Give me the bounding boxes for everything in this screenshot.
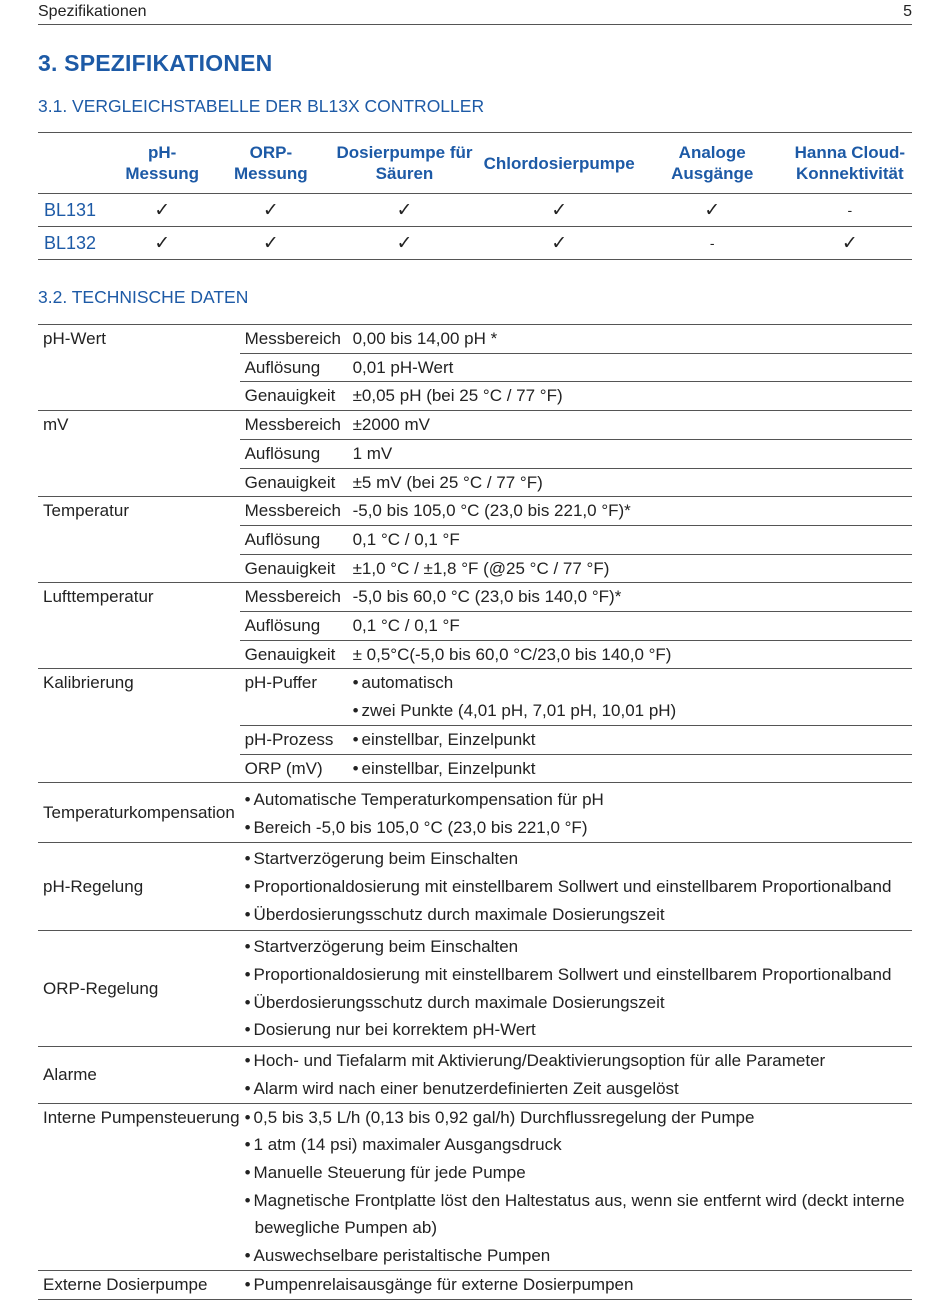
spec-value: ±5 mV (bei 25 °C / 77 °F) <box>348 468 912 497</box>
param-label: pH-Wert <box>43 329 106 348</box>
comparison-title: 3.1. VERGLEICHSTABELLE DER BL13X CONTROLLER <box>38 96 485 116</box>
table-row <box>38 669 912 725</box>
spec-value: ±0,05 pH (bei 25 °C / 77 °F) <box>348 382 912 411</box>
check-cell: ✓ <box>704 199 721 221</box>
column-header: Analoge Ausgänge <box>671 143 754 183</box>
table-row <box>38 1270 912 1299</box>
bullet-item: • Manuelle Steuerung für jede Pumpe <box>245 1159 912 1187</box>
sub-label: Genauigkeit <box>240 382 348 411</box>
check-cell: ✓ <box>396 199 413 221</box>
bullet-item: • Alarm wird nach einer benutzerdefinierten Zeit ausgelöst <box>245 1075 912 1103</box>
sub-label: Genauigkeit <box>240 554 348 583</box>
bullet-item: • Startverzögerung beim Einschalten <box>245 845 912 873</box>
spec-value <box>348 725 912 754</box>
column-header: Hanna Cloud-Konnektivität <box>794 143 906 183</box>
spec-value: -5,0 bis 60,0 °C (23,0 bis 140,0 °F)* <box>352 587 622 607</box>
spec-value <box>348 669 912 725</box>
table-row <box>38 497 912 526</box>
bullet-item: • Hoch- und Tiefalarm mit Aktivierung/Deaktivierungsoption für alle Parameter <box>245 1047 912 1075</box>
bullet-item: • Startverzögerung beim Einschalten <box>245 933 912 961</box>
bullet-list <box>240 1047 912 1103</box>
bullet-item: • Magnetische Frontplatte löst den Haltestatus aus, wenn sie entfernt wird (deckt interne bewegliche Pumpen ab) <box>245 1187 912 1242</box>
comparison-header-row <box>38 133 912 194</box>
bullet-item: • zwei Punkte (4,01 pH, 7,01 pH, 10,01 pH) <box>353 697 912 725</box>
header-empty <box>38 133 110 194</box>
sub-label: Messbereich <box>244 415 341 435</box>
bullet-item: • einstellbar, Einzelpunkt <box>353 726 912 754</box>
check-cell: ✓ <box>841 232 858 254</box>
table-row <box>38 325 912 354</box>
bullet-item: • Pumpenrelaisausgänge für externe Dosierpumpen <box>245 1271 912 1299</box>
bullet-item: • Proportionaldosierung mit einstellbarem Sollwert und einstellbarem Proportionalband <box>245 961 912 989</box>
bullet-item: • Überdosierungsschutz durch maximale Dosierungszeit <box>245 989 912 1017</box>
bullet-item: • einstellbar, Einzelpunkt <box>353 755 912 783</box>
column-header: ORP-Messung <box>234 143 308 183</box>
check-cell: ✓ <box>154 232 171 254</box>
spec-value: 0,1 °C / 0,1 °F <box>348 612 912 641</box>
spec-value: 0,1 °C / 0,1 °F <box>348 525 912 554</box>
check-cell: ✓ <box>154 199 171 221</box>
page-header <box>38 0 912 25</box>
check-cell: ✓ <box>262 199 279 221</box>
param-label: Temperatur <box>43 501 129 521</box>
param-label: pH-Regelung <box>43 876 144 896</box>
check-cell: ✓ <box>396 232 413 254</box>
sub-label: Messbereich <box>244 587 341 607</box>
param-label: Lufttemperatur <box>43 587 154 607</box>
param-label: Temperaturkompensation <box>43 802 235 822</box>
sub-label: pH-Prozess <box>240 725 348 754</box>
bullet-list <box>240 1270 912 1299</box>
column-header: Dosierpumpe für Säuren <box>336 143 473 183</box>
check-cell: ✓ <box>551 232 568 254</box>
param-label: Externe Dosierpumpe <box>43 1274 208 1294</box>
sub-label: pH-Puffer <box>244 673 318 693</box>
bullet-item: • automatisch <box>353 669 912 697</box>
table-row <box>38 1047 912 1103</box>
bullet-item: • 0,5 bis 3,5 L/h (0,13 bis 0,92 gal/h) Durchflussregelung der Pumpe <box>245 1104 912 1132</box>
sub-label: Messbereich <box>244 329 341 348</box>
sub-label: Genauigkeit <box>240 468 348 497</box>
param-label: Alarme <box>43 1065 97 1085</box>
table-row <box>38 583 912 612</box>
page-number: 5 <box>903 3 912 20</box>
comparison-table <box>38 132 912 260</box>
param-label: Kalibrierung <box>43 673 134 693</box>
spec-value: ± 0,5°C(-5,0 bis 60,0 °C/23,0 bis 140,0 °F) <box>348 640 912 669</box>
spec-value: 0,00 bis 14,00 pH * <box>352 329 498 348</box>
table-row <box>38 843 912 931</box>
tech-title: 3.2. TECHNISCHE DATEN <box>38 287 249 307</box>
param-label: mV <box>43 415 69 435</box>
table-row <box>38 227 912 260</box>
bullet-list <box>240 1103 912 1270</box>
tech-data-table <box>38 324 912 1300</box>
sub-label: Genauigkeit <box>240 640 348 669</box>
sub-label: Auflösung <box>240 612 348 641</box>
bullet-item: • Proportionaldosierung mit einstellbarem Sollwert und einstellbarem Proportionalband <box>245 873 912 901</box>
sub-label: Auflösung <box>240 525 348 554</box>
column-header: Chlordosierpumpe <box>483 153 635 173</box>
bullet-item: • Bereich -5,0 bis 105,0 °C (23,0 bis 221,0 °F) <box>245 814 912 842</box>
sub-label: Messbereich <box>244 501 341 521</box>
sub-label: ORP (mV) <box>240 754 348 783</box>
spec-value <box>348 754 912 783</box>
param-label: Interne Pumpensteuerung <box>43 1107 240 1127</box>
table-row <box>38 783 912 843</box>
param-label: ORP-Regelung <box>43 978 159 998</box>
column-header: pH-Messung <box>125 143 200 183</box>
bullet-item: • Dosierung nur bei korrektem pH-Wert <box>245 1016 912 1044</box>
spec-value: ±1,0 °C / ±1,8 °F (@25 °C / 77 °F) <box>348 554 912 583</box>
sub-label: Auflösung <box>240 439 348 468</box>
check-cell: ✓ <box>551 199 568 221</box>
header-title: Spezifikationen <box>38 3 147 20</box>
spec-value: 0,01 pH-Wert <box>348 353 912 382</box>
spec-value: ±2000 mV <box>352 415 430 435</box>
bullet-list <box>240 843 912 931</box>
model-name: BL131 <box>44 199 97 220</box>
bullet-item: • Auswechselbare peristaltische Pumpen <box>245 1242 912 1270</box>
table-row <box>38 931 912 1047</box>
spec-value: -5,0 bis 105,0 °C (23,0 bis 221,0 °F)* <box>352 501 631 521</box>
table-row <box>38 1103 912 1270</box>
bullet-list <box>240 931 912 1047</box>
bullet-item: • Automatische Temperaturkompensation für pH <box>245 786 912 814</box>
sub-label: Auflösung <box>240 353 348 382</box>
dash-cell: - <box>709 235 715 251</box>
bullet-item: • 1 atm (14 psi) maximaler Ausgangsdruck <box>245 1131 912 1159</box>
check-cell: ✓ <box>262 232 279 254</box>
table-row <box>38 194 912 227</box>
dash-cell: - <box>847 202 853 218</box>
table-row <box>38 411 912 440</box>
section-title: 3. SPEZIFIKATIONEN <box>38 50 273 76</box>
bullet-item: • Überdosierungsschutz durch maximale Dosierungszeit <box>245 901 912 929</box>
model-name: BL132 <box>44 232 97 253</box>
spec-value: 1 mV <box>348 439 912 468</box>
bullet-list <box>240 783 912 843</box>
